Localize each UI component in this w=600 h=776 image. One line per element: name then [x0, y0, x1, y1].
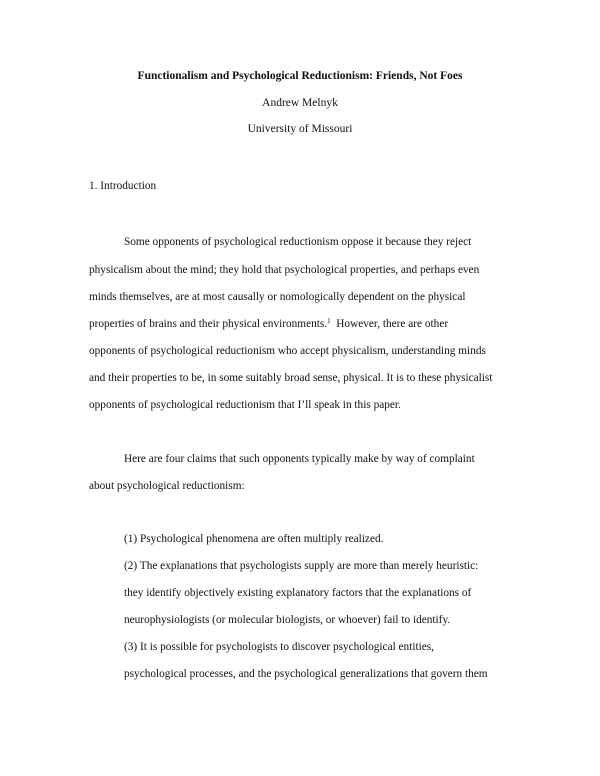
paragraph-line-text: properties of brains and their physical environments. — [89, 318, 328, 330]
paper-affiliation: University of Missouri — [247, 123, 353, 135]
paragraph-line: Here are four claims that such opponents typically make by way of complaint — [124, 453, 475, 465]
claim-line: (3) It is possible for psychologists to discover psychological entities, — [124, 641, 434, 653]
claim-line: psychological processes, and the psychological generalizations that govern them — [124, 668, 488, 680]
paragraph-line: and their properties to be, in some suitably broad sense, physical. It is to these physicalist — [89, 372, 493, 384]
paragraph-line — [89, 317, 448, 331]
paragraph-line: Some opponents of psychological reductionism oppose it because they reject — [124, 236, 472, 248]
paper-author: Andrew Melnyk — [262, 97, 338, 109]
paragraph-line: opponents of psychological reductionism that I’ll speak in this paper. — [89, 399, 401, 411]
paragraph-line: minds themselves, are at most causally or nomologically dependent on the physical — [89, 291, 466, 303]
paragraph-line: opponents of psychological reductionism who accept physicalism, understanding minds — [89, 345, 486, 357]
claim-line: (1) Psychological phenomena are often multiply realized. — [124, 533, 384, 545]
paper-title: Functionalism and Psychological Reductionism: Friends, Not Foes — [137, 70, 463, 82]
paragraph-line-tail: However, there are other — [330, 318, 449, 330]
claim-line: neurophysiologists (or molecular biologists, or whoever) fail to identify. — [124, 614, 451, 626]
section-heading: 1. Introduction — [89, 180, 157, 192]
claim-line: (2) The explanations that psychologists supply are more than merely heuristic: — [124, 560, 479, 572]
paragraph-line: physicalism about the mind; they hold that psychological properties, and perhaps even — [89, 264, 480, 276]
claim-line: they identify objectively existing explanatory factors that the explanations of — [124, 587, 472, 599]
paragraph-line: about psychological reductionism: — [89, 480, 245, 492]
footnote-mark[interactable]: 1 — [327, 317, 331, 325]
